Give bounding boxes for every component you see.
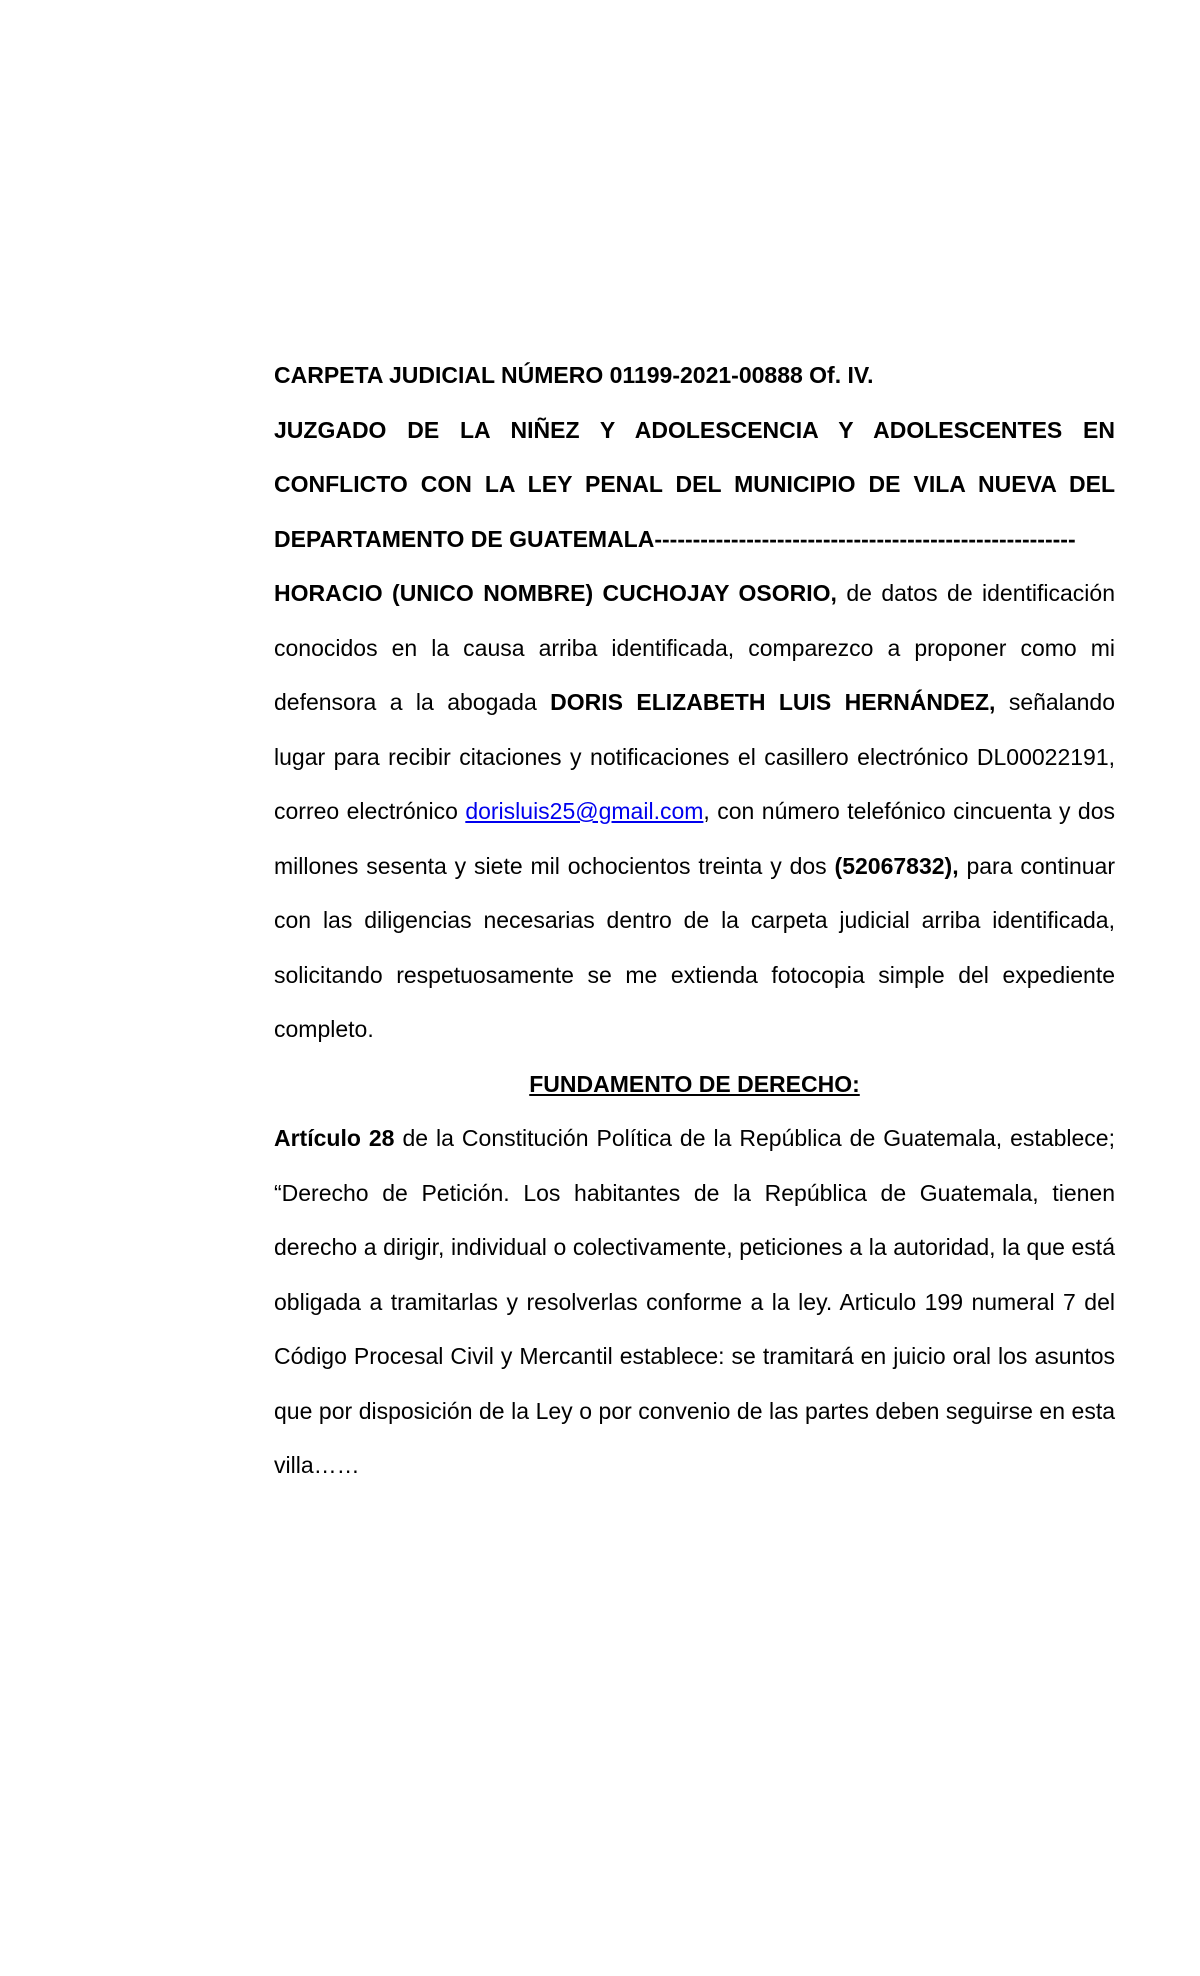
legal-basis-text: de la Constitución Política de la República de Guatemala, establece; “Derecho de Petición. Los habitantes de la República de Guatemala, tienen derecho a dirigir, individual o colectivamente, peticiones a la autoridad, la que está obligada a tramitarlas y resolverlas conforme a la ley. Articulo 199 numeral 7 del Código Procesal Civil y Mercantil establece: se tramitará en juicio oral los asuntos que por disposición de la Ley o por convenio de las partes deben seguirse en esta villa…… [274, 1125, 1115, 1478]
petition-text-3: , con número telefónico cincuenta y dos millones sesenta y siete mil ochocientos treinta y dos [274, 798, 1116, 879]
petitioner-name: HORACIO (UNICO NOMBRE) CUCHOJAY OSORIO, [274, 580, 837, 606]
court-name-text: JUZGADO DE LA NIÑEZ Y ADOLESCENCIA Y ADOLESCENTES EN CONFLICTO CON LA LEY PENAL DEL MUNICIPIO DE VILA NUEVA DEL DEPARTAMENTO DE GUATEMALA [274, 416, 1115, 552]
petition-text-2: señalando lugar para recibir citaciones y notificaciones el casillero electrónico DL00022191, correo electrónico [274, 689, 1115, 824]
phone-digits: (52067832), [834, 852, 959, 879]
court-name [274, 403, 1115, 567]
case-number: CARPETA JUDICIAL NÚMERO 01199-2021-00888 Of. IV. [274, 362, 874, 388]
article-reference: Artículo 28 [274, 1125, 395, 1151]
lawyer-name: DORIS ELIZABETH LUIS HERNÁNDEZ, [550, 689, 996, 715]
court-dashes: ------------------------------------------------------- [654, 525, 1076, 552]
legal-basis-paragraph [274, 1111, 1115, 1493]
email-link[interactable]: dorisluis25@gmail.com [465, 798, 704, 824]
petition-paragraph [274, 566, 1115, 1057]
legal-basis-title: FUNDAMENTO DE DERECHO: [529, 1070, 860, 1097]
petition-text-1: de datos de identificación conocidos en la causa arriba identificada, comparezco a proponer como mi defensora a la abogada [274, 580, 1115, 715]
document-page [274, 348, 1115, 1493]
petition-text-4: para continuar con las diligencias necesarias dentro de la carpeta judicial arriba identificada, solicitando respetuosamente se me extienda fotocopia simple del expediente completo. [274, 852, 1115, 1042]
